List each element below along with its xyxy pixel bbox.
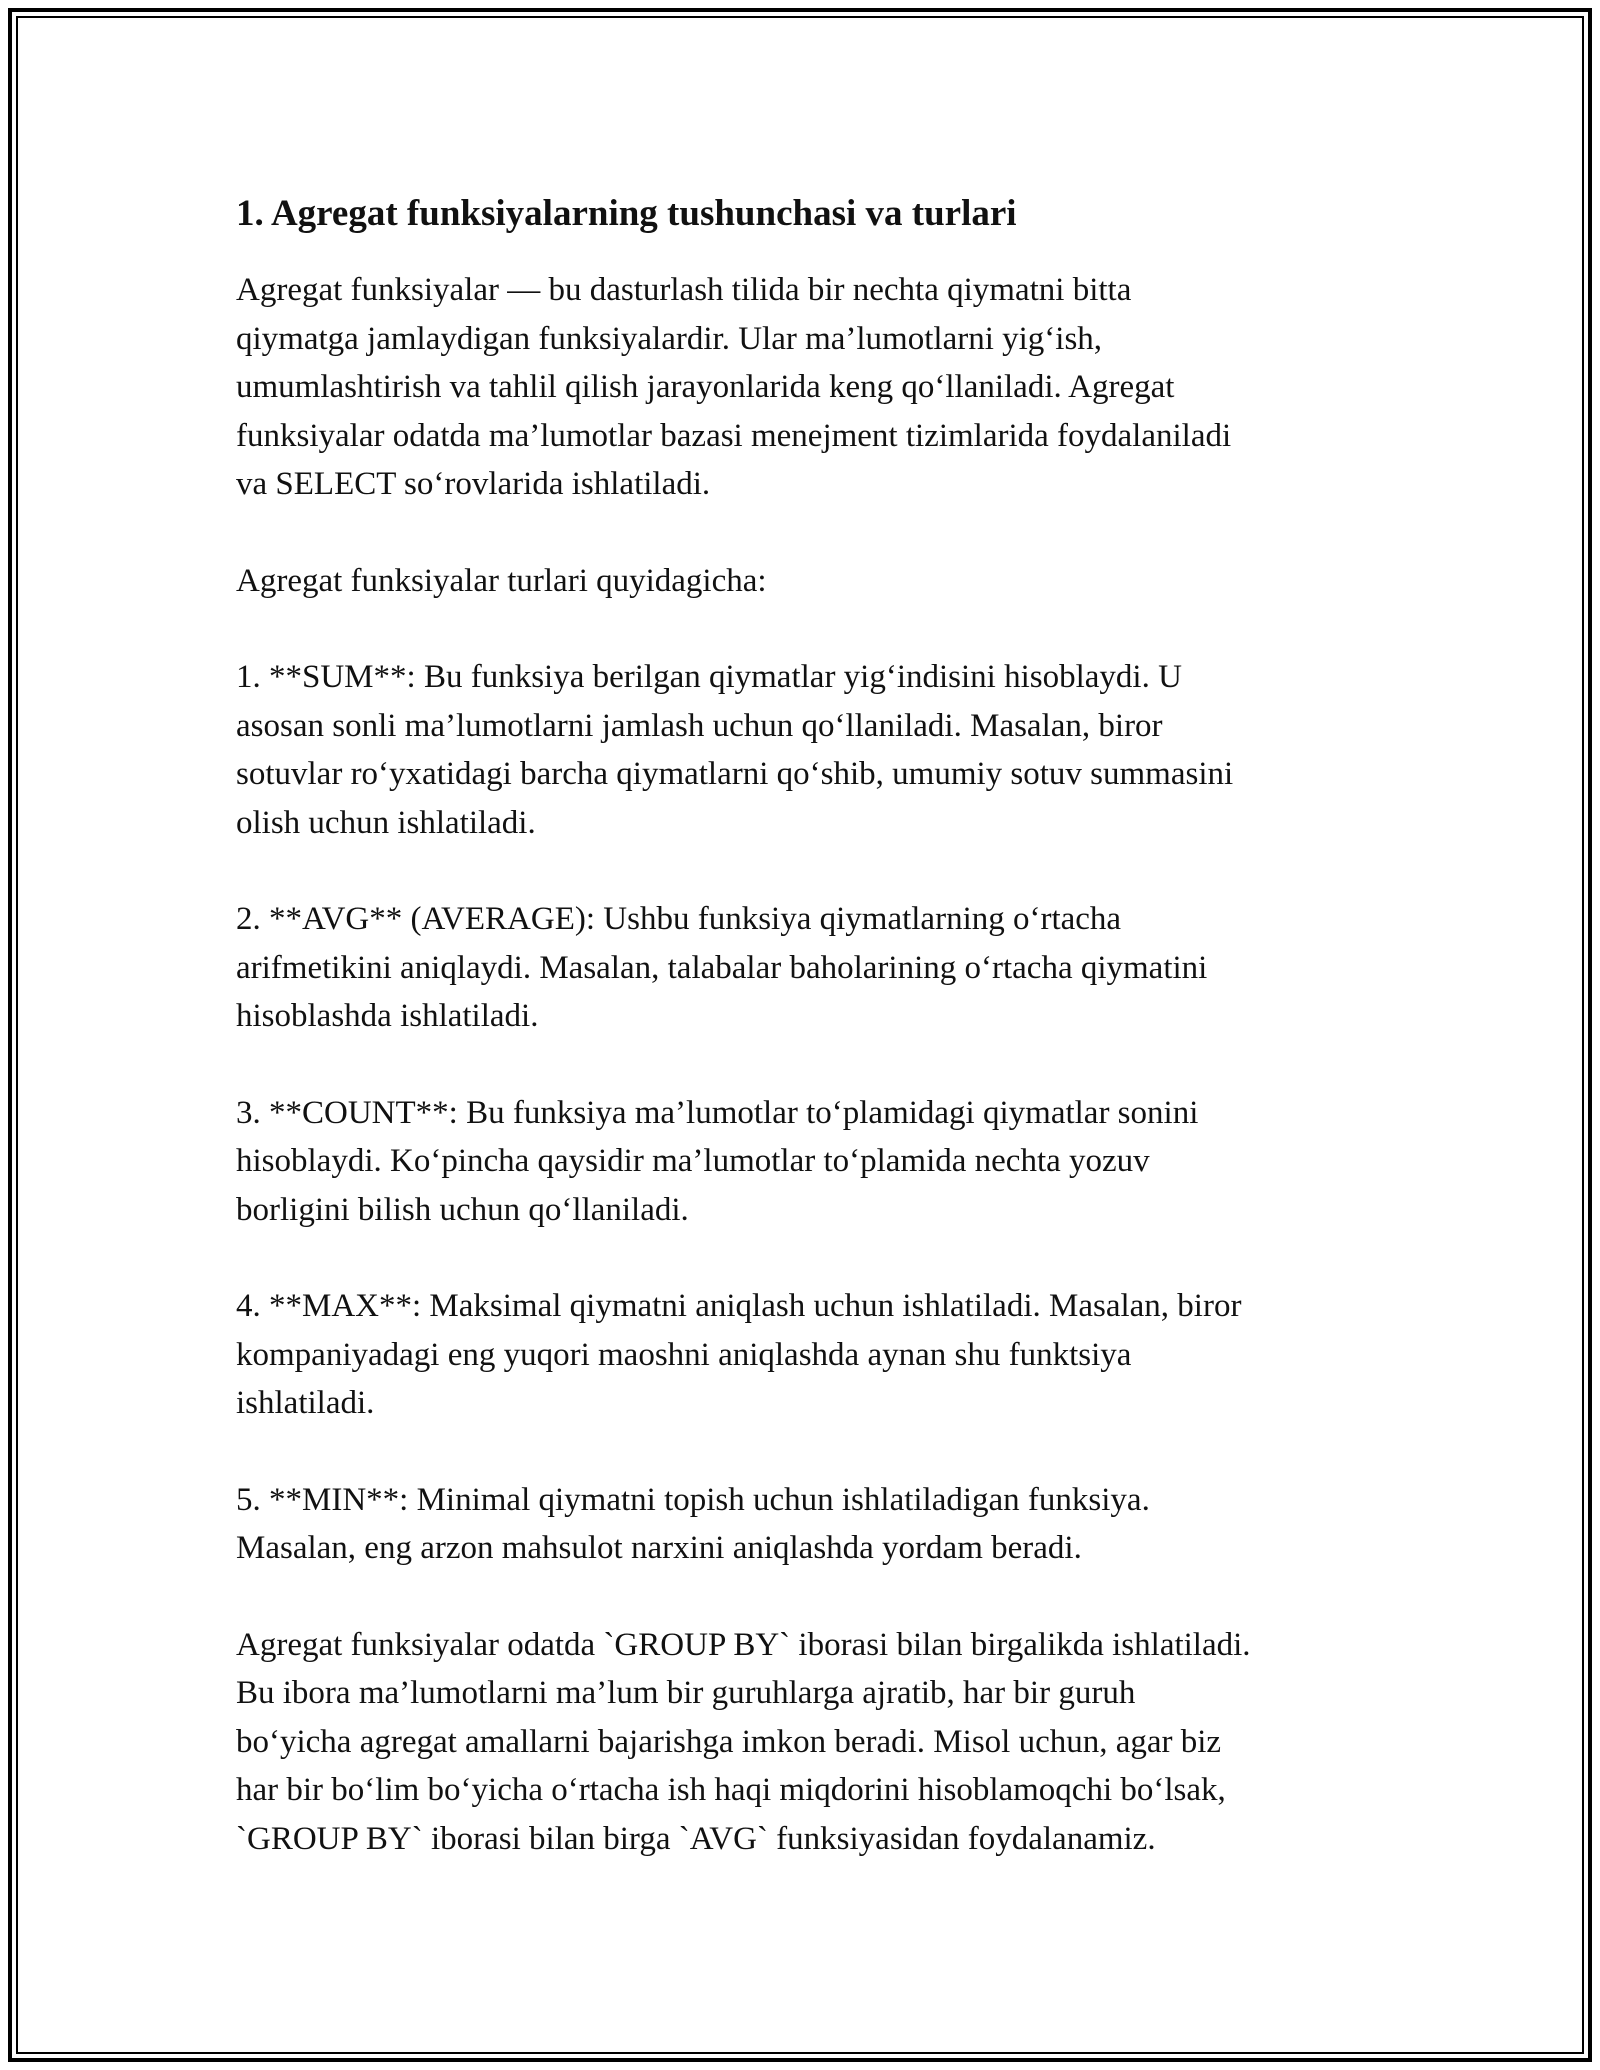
paragraph-count: 3. **COUNT**: Bu funksiya ma’lumotlar to‘plamidagi qiymatlar sonini hisoblaydi. Ko‘pincha qaysidir ma’lumotlar to‘plamida nechta yozuv borligini bilish uchun qo‘llaniladi. xyxy=(236,1094,1199,1228)
paragraph-intro: Agregat funksiyalar — bu dasturlash tilida bir nechta qiymatni bitta qiymatga jamlaydigan funksiyalardir. Ular ma’lumotlarni yig‘ish, umumlashtirish va tahlil qilish jarayonlarida keng qo‘llaniladi. Agregat funksiyalar odatda ma’lumotlar bazasi menejment tizimlarida foydalaniladi va SELECT so‘rovlarida ishlatiladi. xyxy=(236,272,1232,502)
section-heading: 1. Agregat funksiyalarning tushunchasi va turlari xyxy=(236,193,1017,234)
paragraph-sum: 1. **SUM**: Bu funksiya berilgan qiymatlar yig‘indisini hisoblaydi. U asosan sonli ma’lumotlarni jamlash uchun qo‘llaniladi. Masalan, biror sotuvlar ro‘yxatidagi barcha qiymatlarni qo‘shib, umumiy sotuv summasini olish uchun ishlatiladi. xyxy=(236,659,1234,841)
paragraph-group-by: Agregat funksiyalar odatda `GROUP BY` iborasi bilan birgalikda ishlatiladi. Bu ibora ma’lumotlarni ma’lum bir guruhlarga ajratib, har bir guruh bo‘yicha agregat amallarni bajarishga imkon beradi. Misol uchun, agar biz har bir bo‘lim bo‘yicha o‘rtacha ish haqi miqdorini hisoblamoqchi bo‘lsak, `GROUP BY` iborasi bilan birga `AVG` funksiyasidan foydalanamiz. xyxy=(236,1626,1251,1857)
paragraph-types-intro: Agregat funksiyalar turlari quyidagicha: xyxy=(236,562,767,599)
paragraph-max: 4. **MAX**: Maksimal qiymatni aniqlash uchun ishlatiladi. Masalan, biror kompaniyadagi eng yuqori maoshni aniqlashda aynan shu funktsiya ishlatiladi. xyxy=(236,1288,1242,1421)
paragraph-min: 5. **MIN**: Minimal qiymatni topish uchun ishlatiladigan funksiya. Masalan, eng arzon mahsulot narxini aniqlashda yordam beradi. xyxy=(236,1481,1150,1566)
paragraph-avg: 2. **AVG** (AVERAGE): Ushbu funksiya qiymatlarning o‘rtacha arifmetikini aniqlaydi. Masalan, talabalar baholarining o‘rtacha qiymatini hisoblashda ishlatiladi. xyxy=(236,901,1208,1034)
document-body xyxy=(236,188,1386,1911)
